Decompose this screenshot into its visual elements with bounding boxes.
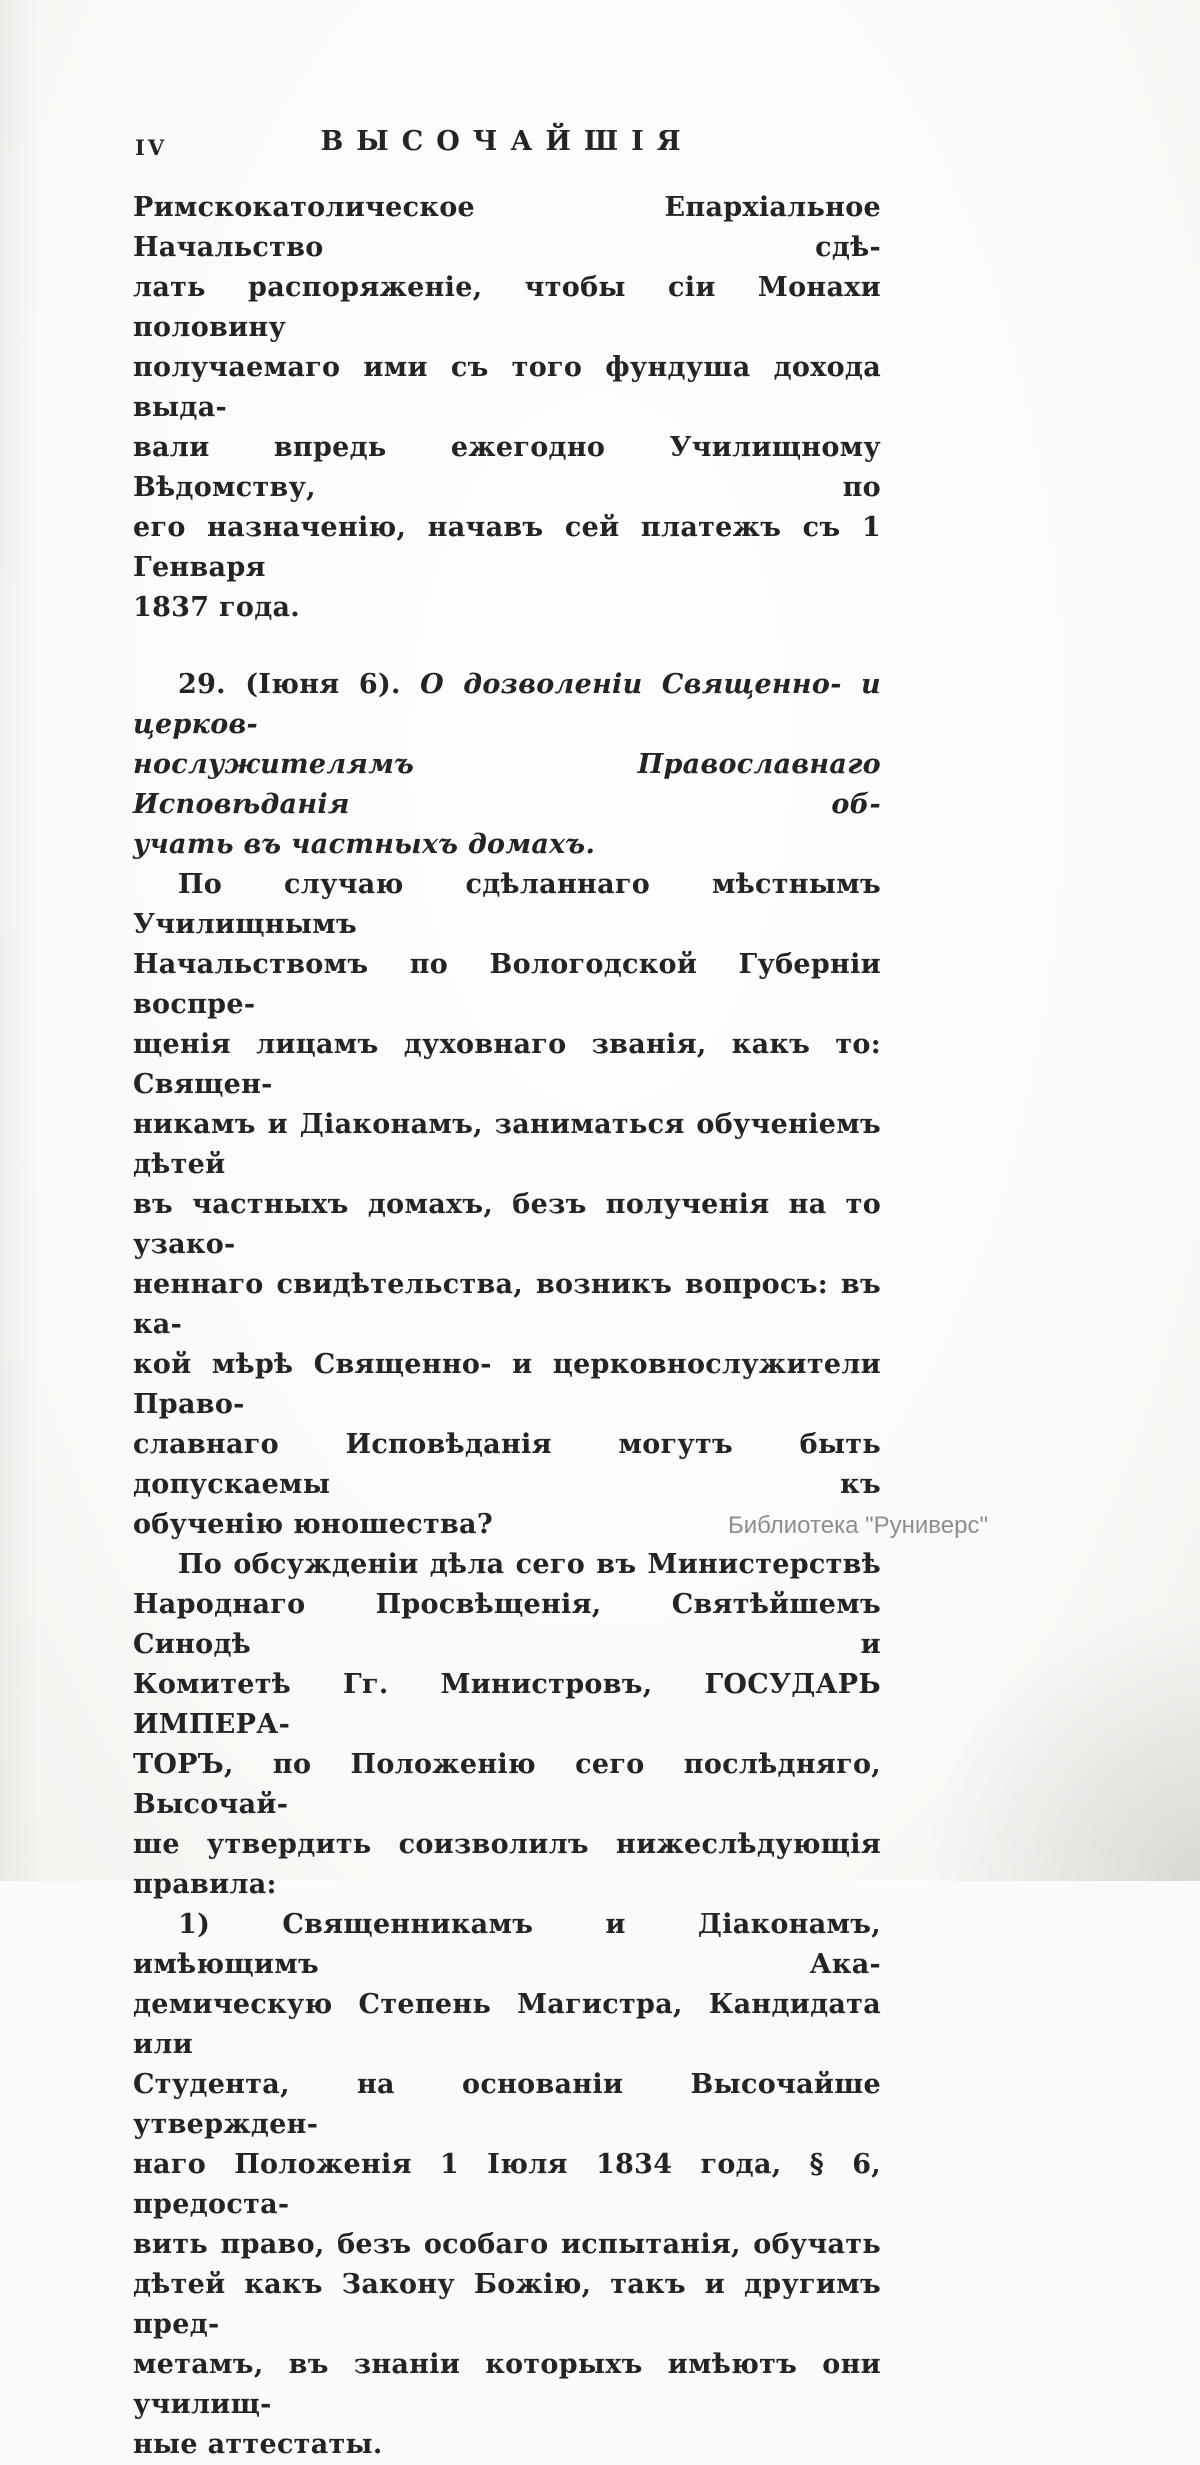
page-header (133, 126, 881, 170)
library-watermark: Библиотека "Руниверс" (727, 1512, 988, 1539)
text-line: нослужителямъ Православнаго Исповѣданія об- (133, 749, 881, 820)
text-line: получаемаго ими съ того фундуша дохода выда- (133, 352, 881, 423)
text-line: вали впредь ежегодно Училищному Вѣдомству, по (133, 432, 881, 503)
text-line: кой мѣрѣ Священно- и церковнослужители Право- (133, 1349, 881, 1420)
section-heading-first-line (133, 665, 881, 745)
text-line: никамъ и Діаконамъ, заниматься обученіемъ дѣтей (133, 1109, 881, 1180)
text-line: Римскокатолическое Епархіальное Начальство сдѣ- (133, 192, 881, 263)
running-header: ВЫСОЧАЙШІЯ (320, 126, 694, 157)
page-curl-shadow (900, 1581, 1200, 1881)
text-block (133, 126, 881, 2465)
paragraph-decision (133, 1545, 881, 1905)
text-line: его назначенію, начавъ сей платежъ съ 1 Генваря (133, 512, 881, 583)
text-line: По обсужденіи дѣла сего въ Министерствѣ (178, 1549, 881, 1580)
text-line: 1837 года. (133, 592, 300, 623)
text-line: метамъ, въ знаніи которыхъ имѣютъ они училищ- (133, 2349, 881, 2420)
text-line: ТОРЪ, по Положенію сего послѣдняго, Высочай- (133, 1749, 881, 1820)
section-title-rest (133, 745, 881, 865)
text-line: вить право, безъ особаго испытанія, обучать (133, 2229, 881, 2260)
text-line: въ частныхъ домахъ, безъ полученія на то узако- (133, 1189, 881, 1260)
text-line: 1) Священникамъ и Діаконамъ, имѣющимъ Ака- (133, 1909, 881, 1980)
text-line: По случаю сдѣланнаго мѣстнымъ Училищнымъ (133, 869, 881, 940)
paragraph-question (133, 865, 881, 1545)
section-number: 29. (Іюня 6). (178, 669, 401, 700)
text-line: Комитетѣ Гг. Министровъ, ГОСУДАРЬ ИМПЕРА- (133, 1669, 881, 1740)
section-title-start: О дозволеніи Священно- и церков- (133, 669, 881, 740)
text-line: наго Положенія 1 Іюля 1834 года, § 6, предоста- (133, 2149, 881, 2220)
text-line: ше утвердить соизволилъ нижеслѣдующія правила: (133, 1829, 881, 1900)
text-line: Начальствомъ по Вологодской Губерніи воспре- (133, 949, 881, 1020)
paragraph-rule-1 (133, 1905, 881, 2465)
paragraph-continuation (133, 188, 881, 628)
text-line: щенія лицамъ духовнаго званія, какъ то: Священ- (133, 1029, 881, 1100)
page-number: IV (135, 135, 168, 160)
text-line: дѣтей какъ Закону Божію, такъ и другимъ пред- (133, 2269, 881, 2340)
text-line: демическую Степень Магистра, Кандидата или (133, 1989, 881, 2060)
page-left-edge-shadow (0, 0, 40, 1881)
text-line: лать распоряженіе, чтобы сіи Монахи половину (133, 272, 881, 343)
text-line: Народнаго Просвѣщенія, Святѣйшемъ Синодѣ и (133, 1589, 881, 1660)
text-line: обученію юношества? (133, 1509, 493, 1540)
text-line: учать въ частныхъ домахъ. (133, 829, 596, 860)
text-line: ные аттестаты. (133, 2429, 383, 2460)
text-line: неннаго свидѣтельства, возникъ вопросъ: въ ка- (133, 1269, 881, 1340)
text-line: Студента, на основаніи Высочайше утвержден- (133, 2069, 881, 2140)
text-line: славнаго Исповѣданія могутъ быть допускаемы къ (133, 1429, 881, 1500)
section-heading (133, 665, 881, 865)
